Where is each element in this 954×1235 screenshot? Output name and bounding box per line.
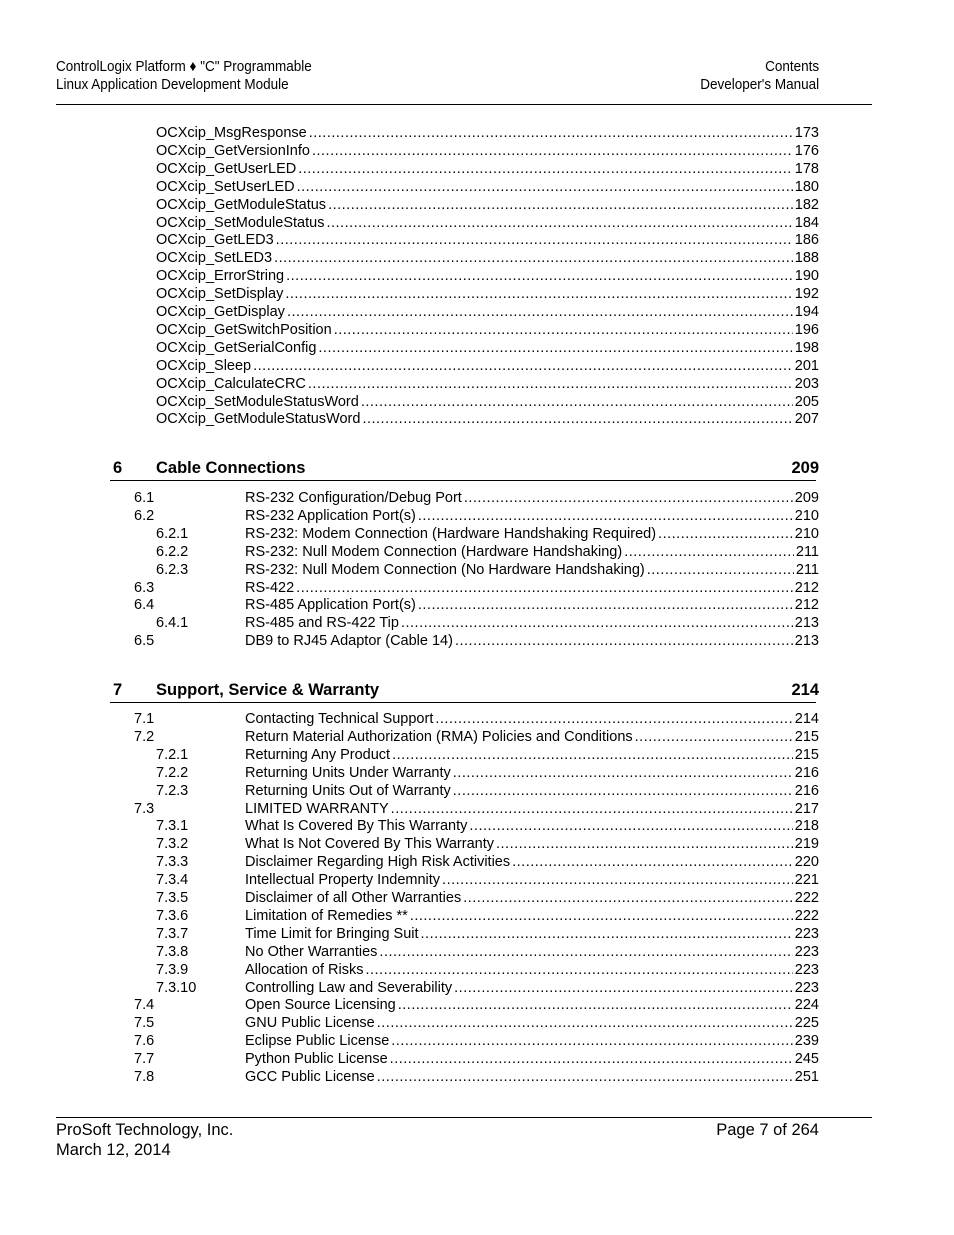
toc-entry-page: 216: [794, 782, 819, 799]
toc-entry[interactable]: [134, 835, 819, 853]
toc-entry[interactable]: [156, 285, 819, 303]
toc-entry-title: GCC Public License: [245, 1069, 375, 1085]
dot-leader: [318, 339, 792, 357]
header-right: [700, 58, 819, 94]
toc-entry-page: 245: [794, 1051, 819, 1068]
toc-entry-page: 213: [794, 633, 819, 650]
toc-entry[interactable]: [134, 1014, 819, 1032]
toc-entry[interactable]: [134, 782, 819, 800]
header-left: [56, 58, 312, 94]
toc-entry-number: 6.2.2: [156, 543, 189, 560]
toc-entry-page: 178: [794, 160, 819, 177]
dot-leader: [274, 249, 793, 267]
toc-entry-number: 7.3.3: [156, 854, 189, 871]
dot-leader: [624, 543, 794, 561]
toc-entry-title: Disclaimer Regarding High Risk Activities: [245, 854, 511, 871]
toc-entry-title: RS-485 Application Port(s): [245, 597, 416, 614]
toc-entry-title: Open Source Licensing: [245, 997, 396, 1014]
dot-leader: [647, 561, 794, 579]
toc-entry-title: Returning Any Product: [245, 746, 391, 763]
dot-leader: [309, 124, 793, 142]
toc-entry-title: RS-232 Configuration/Debug Port: [245, 490, 462, 506]
toc-entry-page: 194: [794, 304, 819, 320]
chapter-divider: [110, 702, 816, 703]
toc-entry-title: Python Public License: [245, 1051, 388, 1068]
dot-leader: [421, 925, 793, 943]
toc-entry-title: Time Limit for Bringing Suit: [245, 925, 419, 942]
chapter-heading-6[interactable]: [110, 457, 819, 479]
dot-leader: [464, 489, 793, 507]
toc-entry-title: No Other Warranties: [245, 943, 378, 960]
dot-leader: [455, 632, 793, 650]
toc-entry-page: 207: [794, 411, 819, 428]
toc-entry[interactable]: [134, 979, 819, 997]
toc-entry-title: OCXcip_Sleep: [156, 357, 252, 374]
footer-right: [716, 1120, 819, 1140]
toc-entry-title: OCXcip_CalculateCRC: [156, 375, 306, 392]
toc-entry[interactable]: [134, 710, 819, 728]
toc-entry[interactable]: [156, 321, 819, 339]
dot-leader: [463, 889, 793, 907]
toc-entry-title: OCXcip_GetDisplay: [156, 304, 285, 320]
toc-entry-page: 222: [794, 907, 819, 924]
toc-entry-title: OCXcip_GetVersionInfo: [156, 142, 310, 159]
toc-entry-number: 6.2.1: [156, 525, 189, 542]
toc-entry-number: 7.8: [134, 1069, 155, 1085]
chapter-page: 214: [791, 681, 819, 699]
toc-entry-title: What Is Covered By This Warranty: [245, 818, 468, 835]
toc-entry-page: 188: [794, 250, 819, 267]
toc-entry-page: 198: [794, 339, 819, 356]
toc-entry[interactable]: [134, 996, 819, 1014]
toc-entry-page: 225: [794, 1015, 819, 1032]
toc-entry[interactable]: [134, 489, 819, 507]
toc-entry-number: 7.2.1: [156, 746, 189, 763]
dot-leader: [410, 907, 793, 925]
chapter-page: 209: [791, 459, 819, 477]
toc-entry-page: 213: [794, 615, 819, 632]
toc-entry[interactable]: [134, 889, 819, 907]
toc-entry[interactable]: [156, 357, 819, 375]
toc-entry[interactable]: [156, 196, 819, 214]
toc-entry-number: 7.2.3: [156, 782, 189, 799]
toc-entry[interactable]: [156, 375, 819, 393]
dot-leader: [496, 835, 793, 853]
toc-entry-title: DB9 to RJ45 Adaptor (Cable 14): [245, 633, 453, 650]
toc-entry-page: 218: [794, 818, 819, 835]
toc-entry-number: 7.5: [134, 1015, 155, 1032]
toc-entry[interactable]: [134, 543, 819, 561]
dot-leader: [286, 267, 793, 285]
toc-entry-title: OCXcip_GetSerialConfig: [156, 339, 317, 356]
header-section: Contents: [764, 58, 819, 75]
toc-entry-number: 7.3.10: [156, 979, 197, 996]
toc-entry-title: OCXcip_ErrorString: [156, 268, 285, 285]
toc-entry-title: Controlling Law and Severability: [245, 979, 453, 996]
toc-entry-title: OCXcip_SetLED3: [156, 250, 273, 267]
toc-entry[interactable]: [156, 410, 819, 428]
footer-page-number: Page 7 of 264: [716, 1121, 819, 1139]
header-module-title: Linux Application Development Module: [56, 76, 289, 93]
toc-entry[interactable]: [156, 303, 819, 321]
footer-date: March 12, 2014: [56, 1141, 171, 1159]
dot-leader: [297, 178, 793, 196]
toc-entry[interactable]: [134, 579, 819, 597]
toc-entry-page: 210: [794, 525, 819, 542]
toc-entry-page: 211: [795, 543, 819, 560]
toc-entry-page: 205: [794, 393, 819, 410]
chapter-number: 7: [113, 681, 123, 699]
toc-entry-page: 221: [794, 872, 819, 889]
toc-entry[interactable]: [134, 728, 819, 746]
toc-entry-title: OCXcip_SetDisplay: [156, 286, 284, 303]
dot-leader: [453, 764, 793, 782]
dot-leader: [334, 321, 793, 339]
toc-entry[interactable]: [134, 1068, 819, 1086]
toc-entry-page: 214: [794, 711, 819, 727]
toc-entry-title: LIMITED WARRANTY: [245, 800, 389, 817]
toc-entry-number: 7.7: [134, 1051, 155, 1068]
toc-entry-title: OCXcip_GetLED3: [156, 232, 274, 249]
toc-entry-page: 180: [794, 178, 819, 195]
toc-entry-number: 7.2: [134, 728, 155, 745]
toc-entry-title: RS-232: Null Modem Connection (No Hardware Handshaking): [245, 561, 645, 578]
dot-leader: [365, 961, 792, 979]
toc-entry-page: 182: [794, 196, 819, 213]
dot-leader: [418, 507, 793, 525]
toc-entry-page: 239: [794, 1033, 819, 1050]
toc-entry-number: 7.3.6: [156, 907, 189, 924]
toc-entry-number: 6.4.1: [156, 615, 189, 632]
dot-leader: [454, 979, 793, 997]
toc-entry-page: 224: [794, 997, 819, 1014]
toc-entry[interactable]: [134, 817, 819, 835]
toc-entry-title: OCXcip_GetSwitchPosition: [156, 321, 332, 338]
toc-entry-page: 210: [794, 507, 819, 524]
toc-entry-number: 6.1: [134, 490, 155, 506]
toc-entry-page: 209: [794, 490, 819, 506]
toc-entry[interactable]: [134, 1050, 819, 1068]
dot-leader: [276, 231, 793, 249]
toc-entry-title: OCXcip_GetUserLED: [156, 160, 297, 177]
dot-leader: [635, 728, 793, 746]
dot-leader: [453, 782, 793, 800]
dot-leader: [390, 1050, 793, 1068]
dot-leader: [285, 285, 792, 303]
toc-entry-title: RS-232: Null Modem Connection (Hardware Handshaking): [245, 543, 623, 560]
dot-leader: [435, 710, 792, 728]
toc-entry[interactable]: [134, 746, 819, 764]
toc-entry-title: What Is Not Covered By This Warranty: [245, 836, 494, 853]
dot-leader: [377, 1014, 793, 1032]
dot-leader: [391, 800, 793, 818]
toc-entry[interactable]: [156, 142, 819, 160]
header-manual-title: Developer's Manual: [700, 76, 819, 93]
toc-entry-page: 173: [794, 125, 819, 141]
toc-entry-page: 184: [794, 214, 819, 231]
dot-leader: [401, 614, 793, 632]
toc-entry-page: 215: [794, 746, 819, 763]
dot-leader: [362, 410, 792, 428]
toc-entry-title: OCXcip_GetModuleStatus: [156, 196, 327, 213]
toc-entry-title: RS-232: Modem Connection (Hardware Handshaking Required): [245, 525, 657, 542]
toc-entry-number: 7.4: [134, 997, 155, 1014]
toc-entry-number: 6.3: [134, 579, 155, 596]
toc-entry-page: 203: [794, 375, 819, 392]
toc-entry-title: Disclaimer of all Other Warranties: [245, 890, 462, 906]
toc-entry-title: RS-422: [245, 579, 295, 596]
toc-entry-title: RS-232 Application Port(s): [245, 507, 416, 524]
toc-entry-title: OCXcip_SetUserLED: [156, 178, 295, 195]
toc-entry-page: 190: [794, 268, 819, 285]
dot-leader: [391, 1032, 793, 1050]
toc-entry[interactable]: [156, 178, 819, 196]
footer-left: [56, 1120, 233, 1160]
toc-entry-number: 7.1: [134, 711, 155, 727]
toc-entry-page: 223: [794, 943, 819, 960]
dot-leader: [253, 357, 793, 375]
dot-leader: [442, 871, 793, 889]
toc-entry-title: OCXcip_GetModuleStatusWord: [156, 411, 361, 428]
toc-entry-number: 7.3.2: [156, 836, 189, 853]
toc-entry-page: 223: [794, 979, 819, 996]
toc-entry[interactable]: [134, 853, 819, 871]
dot-leader: [328, 196, 793, 214]
toc-entry-page: 251: [794, 1069, 819, 1085]
toc-entry-title: OCXcip_MsgResponse: [156, 125, 307, 141]
toc-entry-title: RS-485 and RS-422 Tip: [245, 615, 399, 632]
toc-entry-number: 7.3.5: [156, 890, 189, 906]
toc-entry[interactable]: [156, 214, 819, 232]
toc-entry-title: GNU Public License: [245, 1015, 375, 1032]
dot-leader: [658, 525, 793, 543]
toc-entry[interactable]: [134, 525, 819, 543]
dot-leader: [326, 214, 792, 232]
toc-entry[interactable]: [134, 614, 819, 632]
toc-entry[interactable]: [156, 267, 819, 285]
chapter-title: Cable Connections: [156, 459, 306, 477]
toc-entry-page: 212: [794, 579, 819, 596]
toc-entry[interactable]: [156, 124, 819, 142]
footer-divider: [56, 1117, 872, 1118]
toc-entry-number: 7.3.1: [156, 818, 189, 835]
chapter-divider: [110, 480, 816, 481]
toc-entry-page: 223: [794, 925, 819, 942]
dot-leader: [512, 853, 793, 871]
toc-entry[interactable]: [134, 871, 819, 889]
toc-entry[interactable]: [134, 764, 819, 782]
dot-leader: [308, 375, 793, 393]
dot-leader: [287, 303, 793, 321]
footer-company: ProSoft Technology, Inc.: [56, 1121, 234, 1139]
toc-entry[interactable]: [156, 393, 819, 411]
toc-entry-number: 6.4: [134, 597, 155, 614]
toc-entry[interactable]: [156, 160, 819, 178]
toc-entry[interactable]: [134, 800, 819, 818]
toc-entry-number: 7.3.7: [156, 925, 189, 942]
toc-entry[interactable]: [134, 925, 819, 943]
toc-entry-page: 223: [794, 961, 819, 978]
toc-entry-number: 6.2: [134, 507, 155, 524]
header-product-title: ControlLogix Platform ♦ "C" Programmable: [56, 58, 312, 75]
toc-entry-number: 7.3.8: [156, 943, 189, 960]
toc-entry-number: 6.2.3: [156, 561, 189, 578]
toc-entry[interactable]: [156, 231, 819, 249]
toc-entry-number: 7.6: [134, 1033, 155, 1050]
dot-leader: [296, 579, 793, 597]
toc-entry[interactable]: [134, 943, 819, 961]
toc-entry[interactable]: [156, 339, 819, 357]
dot-leader: [312, 142, 793, 160]
toc-entry-page: 212: [794, 597, 819, 614]
toc-entry-page: 216: [794, 764, 819, 781]
chapter-number: 6: [113, 459, 123, 477]
toc-entry-number: 6.5: [134, 633, 155, 650]
dot-leader: [469, 817, 792, 835]
dot-leader: [398, 996, 793, 1014]
dot-leader: [418, 596, 793, 614]
chapter-title: Support, Service & Warranty: [156, 681, 380, 699]
toc-entry[interactable]: [134, 561, 819, 579]
toc-entry-page: 217: [794, 800, 819, 817]
toc-entry-page: 201: [794, 357, 819, 374]
toc-entry-page: 176: [794, 142, 819, 159]
toc-entry[interactable]: [134, 596, 819, 614]
toc-entry-title: Intellectual Property Indemnity: [245, 872, 441, 889]
toc-entry-page: 220: [794, 854, 819, 871]
toc-entry-number: 7.3.4: [156, 872, 189, 889]
toc-entry[interactable]: [134, 632, 819, 650]
toc-entry-title: Eclipse Public License: [245, 1033, 390, 1050]
dot-leader: [379, 943, 792, 961]
toc-entry-page: 222: [794, 890, 819, 906]
header-divider: [56, 104, 872, 105]
chapter-heading-7[interactable]: [110, 679, 819, 701]
toc-entry-page: 215: [794, 728, 819, 745]
toc-entry[interactable]: [156, 249, 819, 267]
toc-entry[interactable]: [134, 961, 819, 979]
toc-entry-number: 7.3.9: [156, 961, 189, 978]
toc-entry-page: 211: [795, 561, 819, 578]
toc-entry-title: Contacting Technical Support: [245, 711, 434, 727]
dot-leader: [361, 393, 793, 411]
toc-entry-title: Return Material Authorization (RMA) Policies and Conditions: [245, 728, 633, 745]
toc-entry[interactable]: [134, 907, 819, 925]
toc-entry[interactable]: [134, 507, 819, 525]
toc-entry-title: OCXcip_SetModuleStatus: [156, 214, 325, 231]
toc-entry-title: Returning Units Under Warranty: [245, 764, 451, 781]
toc-entry-page: 186: [794, 232, 819, 249]
toc-entry-page: 196: [794, 321, 819, 338]
toc-entry-number: 7.2.2: [156, 764, 189, 781]
dot-leader: [392, 746, 793, 764]
toc-entry-title: Allocation of Risks: [245, 961, 364, 978]
toc-entry-title: Limitation of Remedies **: [245, 907, 408, 924]
toc-entry-title: OCXcip_SetModuleStatusWord: [156, 393, 359, 410]
toc-entry-number: 7.3: [134, 800, 155, 817]
toc-entry-page: 219: [794, 836, 819, 853]
dot-leader: [377, 1068, 793, 1086]
toc-entry-title: Returning Units Out of Warranty: [245, 782, 451, 799]
toc-entry-page: 192: [794, 286, 819, 303]
toc-entry[interactable]: [134, 1032, 819, 1050]
dot-leader: [298, 160, 793, 178]
